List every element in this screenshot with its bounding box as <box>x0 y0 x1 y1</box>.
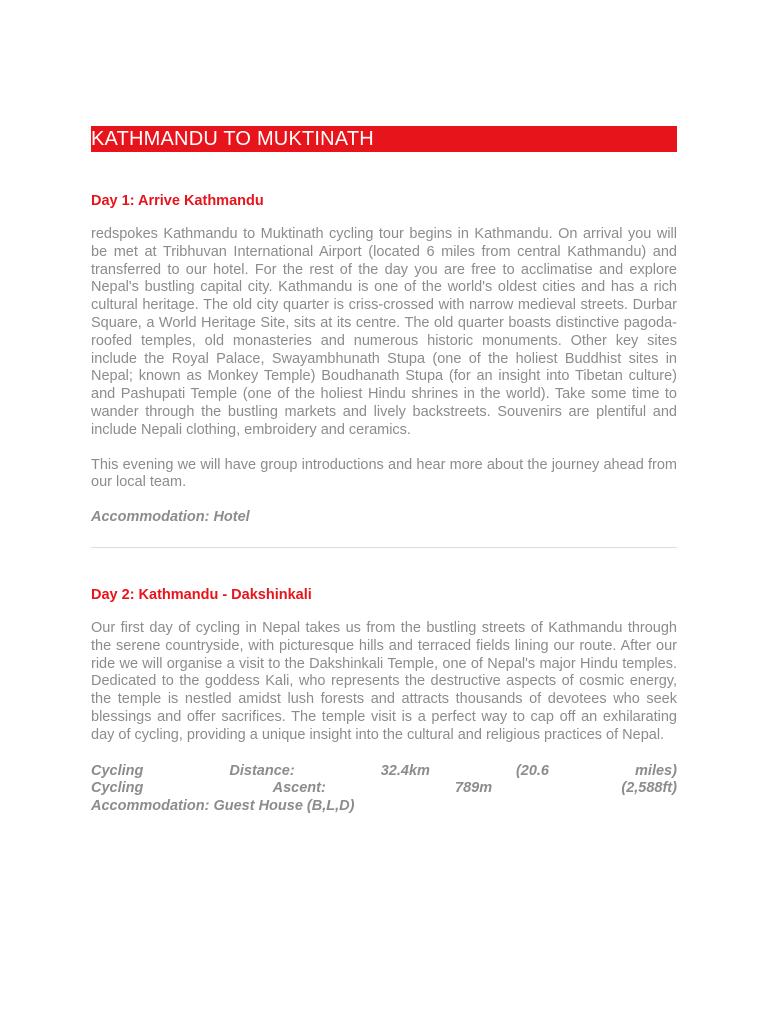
day-2-heading: Day 2: Kathmandu - Dakshinkali <box>91 586 312 603</box>
day-2-stats <box>91 763 677 816</box>
stat-value: 789m <box>455 780 493 797</box>
day-1-paragraph-2: This evening we will have group introductions and hear more about the journey ahead from our local team. <box>91 456 677 491</box>
stat-label: Distance: <box>229 762 295 779</box>
stat-value: (2,588ft) <box>621 780 677 797</box>
stat-value: (20.6 <box>515 762 549 779</box>
day-2-accommodation: Accommodation: Guest House (B,L,D) <box>91 798 355 815</box>
day-2-paragraph-1: Our first day of cycling in Nepal takes us from the bustling streets of Kathmandu through the serene countryside, with picturesque hills and terraced fields lining our route. After our ride we will organise a visit to the Dakshinkali Temple, one of Nepal's major Hindu temples. Dedicated to the goddess Kali, who represents the destructive aspects of cosmic energy, the temple is nestled amidst lush forests and attracts thousands of devotees who seek blessings and offer sacrifices. The temple visit is a perfect way to cap off an exhilarating day of cycling, providing a unique insight into the cultural and religious practices of Nepal. <box>91 619 677 743</box>
document-title: KATHMANDU TO MUKTINATH <box>91 126 677 152</box>
cycling-ascent-row <box>91 780 677 798</box>
day-1-accommodation: Accommodation: Hotel <box>91 509 250 526</box>
stat-value: miles) <box>635 762 677 779</box>
stat-label: Cycling <box>91 780 144 797</box>
day-1-paragraph-1: redspokes Kathmandu to Muktinath cycling tour begins in Kathmandu. On arrival you will be met at Tribhuvan International Airport (located 6 miles from central Kathmandu) and transferred to our hotel. For the rest of the day you are free to acclimatise and explore Nepal's bustling capital city. Kathmandu is one of the world's oldest cities and has a rich cultural heritage. The old city quarter is criss-crossed with narrow medieval streets. Durbar Square, a World Heritage Site, sits at its centre. The old quarter boasts distinctive pagoda-roofed temples, old monasteries and numerous historic monuments. Other key sites include the Royal Palace, Swayambhunath Stupa (one of the holiest Buddhist sites in Nepal; known as Monkey Temple) Boudhanath Stupa (for an insight into Tibetan culture) and Pashupati Temple (one of the holiest Hindu shrines in the world). Take some time to wander through the bustling markets and lively backstreets. Souvenirs are plentiful and include Nepali clothing, embroidery and ceramics. <box>91 226 677 438</box>
stat-label: Ascent: <box>272 780 326 797</box>
cycling-distance-row <box>91 763 677 781</box>
stat-label: Cycling <box>91 762 144 779</box>
day-1-heading: Day 1: Arrive Kathmandu <box>91 193 264 209</box>
stat-value: 32.4km <box>380 762 430 779</box>
document-page <box>91 126 677 816</box>
